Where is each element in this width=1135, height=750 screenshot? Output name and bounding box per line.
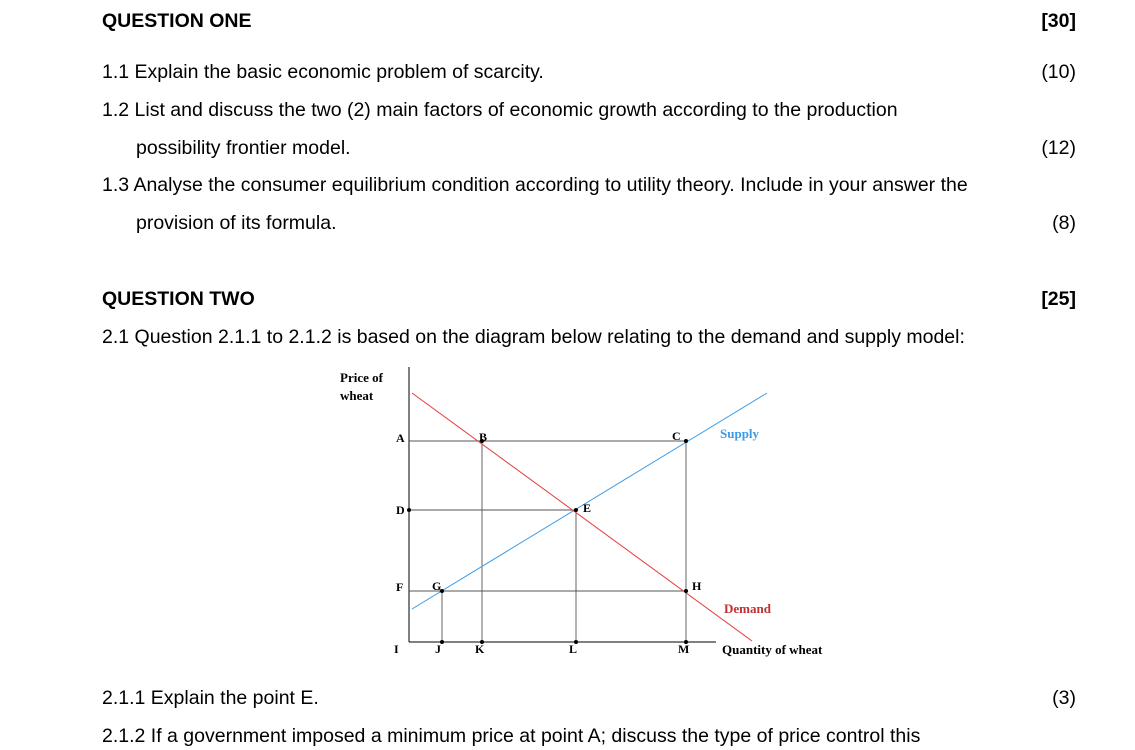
question-2-1-2-text: 2.1.2 If a government imposed a minimum price at point A; discuss the type of price control this <box>102 725 921 747</box>
x-axis-label: Quantity of wheat <box>722 642 823 657</box>
question-1-3-text: 1.3 Analyse the consumer equilibrium condition according to utility theory. Include in your answer the <box>102 174 968 196</box>
label-m: M <box>678 642 690 656</box>
supply-label: Supply <box>720 426 760 441</box>
label-c: C <box>672 429 681 443</box>
label-l: L <box>569 642 578 656</box>
point-c-dot <box>684 439 688 443</box>
point-e-dot <box>574 508 578 512</box>
demand-curve <box>412 393 752 641</box>
label-j: J <box>435 642 441 656</box>
label-f: F <box>396 580 404 594</box>
question-1-1-text: 1.1 Explain the basic economic problem of scarcity. <box>102 61 544 83</box>
point-d-dot <box>407 508 411 512</box>
demand-label: Demand <box>724 601 771 616</box>
question-2-1-1-text: 2.1.1 Explain the point E. <box>102 687 319 709</box>
question-1-2-text: 1.2 List and discuss the two (2) main factors of economic growth according to the production <box>102 99 898 121</box>
label-e: E <box>583 501 592 515</box>
question-one-marks: [30] <box>1041 10 1076 32</box>
y-axis-label-line2: wheat <box>340 388 374 403</box>
label-a: A <box>396 431 405 445</box>
question-1-3-marks: (8) <box>1052 212 1076 234</box>
point-h-dot <box>684 589 688 593</box>
label-h: H <box>692 579 702 593</box>
question-one-heading: QUESTION ONE <box>102 10 252 32</box>
label-g: G <box>432 579 442 593</box>
question-1-3-continuation: provision of its formula. <box>136 212 337 234</box>
y-axis-label-line1: Price of <box>340 370 383 385</box>
question-two-heading: QUESTION TWO <box>102 288 255 310</box>
question-1-2-continuation: possibility frontier model. <box>136 137 351 159</box>
label-b: B <box>479 430 488 444</box>
label-i: I <box>394 642 399 656</box>
label-k: K <box>475 642 485 656</box>
question-two-marks: [25] <box>1041 288 1076 310</box>
question-2-1-1-marks: (3) <box>1052 687 1076 709</box>
question-1-1-marks: (10) <box>1041 61 1076 83</box>
label-d: D <box>396 503 405 517</box>
demand-supply-diagram <box>330 362 850 667</box>
question-2-1-intro: 2.1 Question 2.1.1 to 2.1.2 is based on the diagram below relating to the demand and supply model: <box>102 326 965 348</box>
question-1-2-marks: (12) <box>1041 137 1076 159</box>
